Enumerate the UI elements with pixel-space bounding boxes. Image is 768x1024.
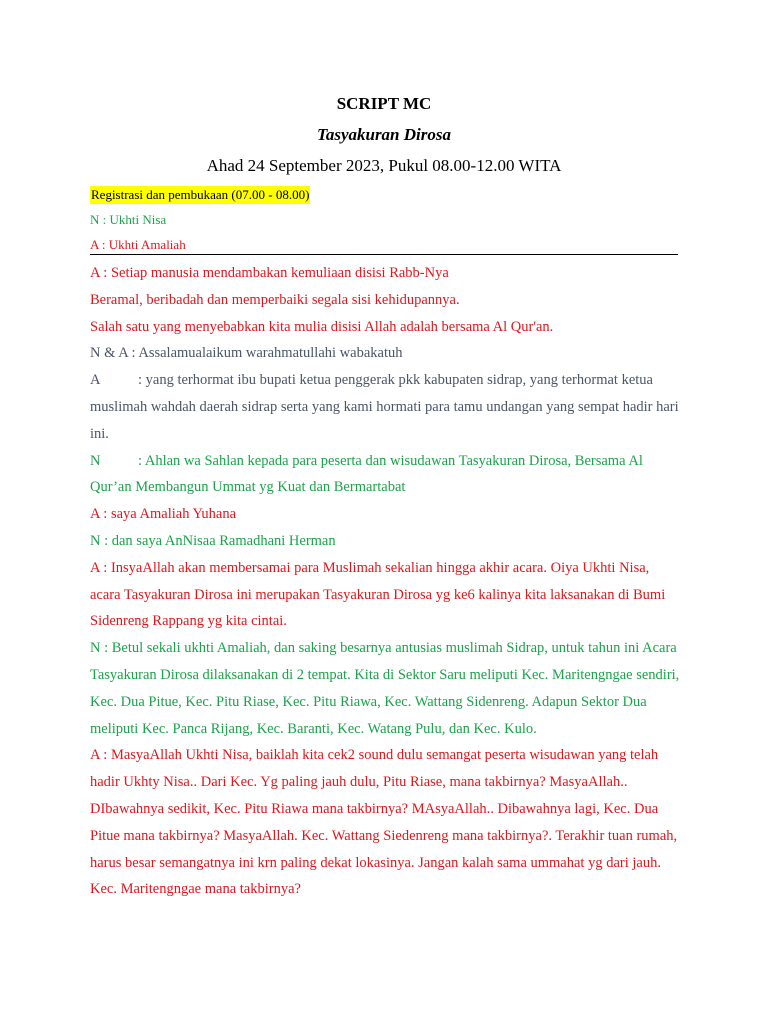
event-subtitle: Tasyakuran Dirosa [317,125,451,144]
script-line: N : dan saya AnNisaa Ramadhani Herman [90,532,336,549]
registration-label: Registrasi dan pembukaan (07.00 - 08.00) [91,187,310,202]
script-line: N & A : Assalamualaikum warahmatullahi wabakatuh [90,345,403,362]
script-line: Beramal, beribadah dan memperbaiki segala sisi kehidupannya. [90,291,460,308]
divider-line [90,254,678,255]
script-line: A : Setiap manusia mendambakan kemuliaan disisi Rabb-Nya [90,265,449,281]
event-dateline: Ahad 24 September 2023, Pukul 08.00-12.00 WITA [206,156,562,175]
page-title: SCRIPT MC [336,94,432,113]
speaker-label: N [90,452,101,469]
script-body [90,260,680,903]
script-line [90,367,680,447]
script-line: N : Betul sekali ukhti Amaliah, dan saking besarnya antusias muslimah Sidrap, untuk tahun ini Acara Tasyakuran Dirosa dilaksanakan di 2 tempat. Kita di Sektor Saru meliputi Kec. Maritengngae sendiri, Kec. Dua Pitue, Kec. Pitu Riase, Kec. Pitu Riawa, Kec. Wattang Sidenreng. Adapun Sektor Dua meliputi Kec. Panca Rijang, Kec. Baranti, Kec. Watang Pulu, dan Kec. Kulo. [90,640,680,737]
script-line [90,448,680,502]
script-line-text: : Ahlan wa Sahlan kepada para peserta dan wisudawan Tasyakuran Dirosa, Bersama Al Qur’an Membangun Ummat yg Kuat dan Bermartabat [90,452,643,496]
script-line: A : InsyaAllah akan membersamai para Muslimah sekalian hingga akhir acara. Oiya Ukhti Nisa, acara Tasyakuran Dirosa ini merupakan Tasyakuran Dirosa yg ke6 kalinya kita laksanakan di Bumi Sidenreng Rappang yg kita cintai. [90,559,666,630]
script-line: A : MasyaAllah Ukhti Nisa, baiklah kita cek2 sound dulu semangat peserta wisudawan yang telah hadir Ukhty Nisa.. Dari Kec. Yg paling jauh dulu, Pitu Riase, mana takbirnya? MasyaAllah.. DIbawahnya sedikit, Kec. Pitu Riawa mana takbirnya? MAsyaAllah.. Dibawahnya lagi, Kec. Dua Pitue mana takbirnya? MasyaAllah. Kec. Wattang Siedenreng mana takbirnya?. Terakhir tuan rumah, harus besar semangatnya ini krn paling dekat lokasinya. Jangan kalah sama ummahat yg dari jauh. Kec. Maritengngae mana takbirnya? [90,747,678,898]
speaker-label: A [90,372,101,389]
script-line: A : saya Amaliah Yuhana [90,506,237,523]
script-line-text: : yang terhormat ibu bupati ketua penggerak pkk kabupaten sidrap, yang terhormat ketua muslimah wahdah daerah sidrap serta yang kami hormati para tamu undangan yang sempat hadir hari ini. [90,372,679,442]
script-line: Salah satu yang menyebabkan kita mulia disisi Allah adalah bersama Al Qur'an. [90,318,554,335]
mc-a-label: A : Ukhti Amaliah [90,237,186,252]
mc-n-label: N : Ukhti Nisa [90,212,167,227]
